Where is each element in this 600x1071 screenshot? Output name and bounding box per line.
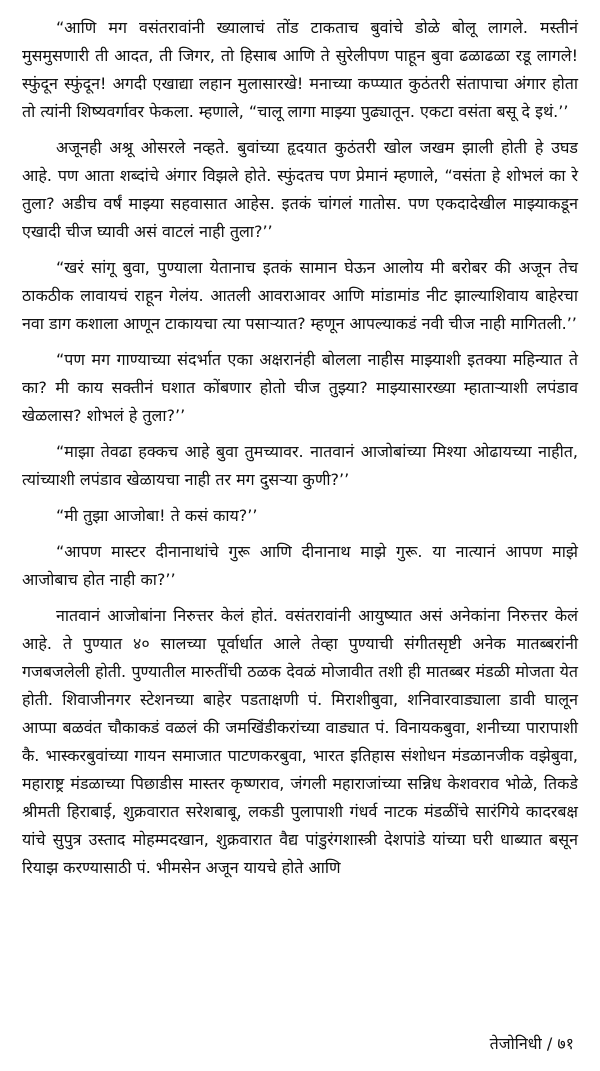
- paragraph-3: “खरं सांगू बुवा, पुण्याला येतानाच इतकं सामान घेऊन आलोय मी बरोबर की अजून तेच ठाकठीक लावायचं राहून गेलंय. आतली आवराआवर आणि मांडामांड नीट झाल्याशिवाय बाहेरचा नवा डाग कशाला आणून टाकायचा त्या पसाऱ्यात? म्हणून आपल्याकडं नवी चीज नाही मागितली.’’: [22, 258, 578, 333]
- paragraph-8: नातवानं आजोबांना निरुत्तर केलं होतं. वसंतरावांनी आयुष्यात असं अनेकांना निरुत्तर केलं आहे. ते पुण्यात ४० सालच्या पूर्वार्धात आले तेव्हा पुण्याची संगीतसृष्टी अनेक मातब्बरांनी गजबजलेली होती. पुण्यातील मारुतींची ठळक देवळं मोजावीत तशी ही मातब्बर मंडळी मोजता येत होती. शिवाजीनगर स्टेशनच्या बाहेर पडताक्षणी पं. मिराशीबुवा, शनिवारवाड्याला डावी घालून आप्पा बळवंत चौकाकडं वळलं की जमखिंडीकरांच्या वाड्यात पं. विनायकबुवा, शनीच्या पारापाशी कै. भास्करबुवांच्या गायन समाजात पाटणकरबुवा, भारत इतिहास संशोधन मंडळानजीक वझेबुवा, महाराष्ट्र मंडळाच्या पिछाडीस मास्तर कृष्णराव, जंगली महाराजांच्या सन्निध केशवराव भोळे, तिकडे श्रीमती हिराबाई, शुक्रवारात सरेशबाबू, लकडी पुलापाशी गंधर्व नाटक मंडळींचे सारंगिये कादरबक्ष यांचे सुपुत्र उस्ताद मोहम्मदखान, शुक्रवारात वैद्य पांडुरंगशास्त्री देशपांडे यांच्या घरी धाब्यात बसून रियाझ करण्यासाठी पं. भीमसेन अजून यायचे होते आणि: [22, 606, 578, 877]
- paragraph-1: “आणि मग वसंतरावांनी ख्यालाचं तोंड टाकताच बुवांचे डोळे बोलू लागले. मस्तीनं मुसमुसणारी ती आदत, ती जिगर, तो हिसाब आणि ते सुरेलीपण पाहून बुवा ढळाढळा रडू लागले! स्फुंदून स्फुंदून! अगदी एखाद्या लहान मुलासारखे! मनाच्या कप्प्यात कुठंतरी संतापाचा अंगार होता तो त्यांनी शिष्यवर्गावर फेकला. म्हणाले, “चालू लागा माझ्या पुढ्यातून. एकटा वसंता बसू दे इथं.’’: [22, 18, 578, 121]
- page-footer: तेजोनिधी / ७१: [489, 1034, 574, 1053]
- paragraph-4: “पण मग गाण्याच्या संदर्भात एका अक्षरानंही बोलला नाहीस माझ्याशी इतक्या महिन्यात ते का? मी काय सक्तीनं घशात कोंबणार होतो चीज तुझ्या? माझ्यासारख्या म्हाताऱ्याशी लपंडाव खेळलास? शोभलं हे तुला?’’: [22, 350, 578, 425]
- paragraph-2: अजूनही अश्रू ओसरले नव्हते. बुवांच्या हृदयात कुठंतरी खोल जखम झाली होती हे उघड आहे. पण आता शब्दांचे अंगार विझले होते. स्फुंदतच पण प्रेमानं म्हणाले, “वसंता हे शोभलं का रे तुला? अडीच वर्षं माझ्या सहवासात आहेस. इतकं चांगलं गातोस. पण एकदादेखील माझ्याकडून एखादी चीज घ्यावी असं वाटलं नाही तुला?’’: [22, 138, 578, 241]
- paragraph-5: “माझा तेवढा हक्कच आहे बुवा तुमच्यावर. नातवानं आजोबांच्या मिश्या ओढायच्या नाहीत, त्यांच्याशी लपंडाव खेळायचा नाही तर मग दुसऱ्या कुणी?’’: [22, 442, 578, 489]
- paragraph-7: “आपण मास्टर दीनानाथांचे गुरू आणि दीनानाथ माझे गुरू. या नात्यानं आपण माझे आजोबाच होत नाही का?’’: [22, 542, 578, 589]
- paragraph-6: “मी तुझा आजोबा! ते कसं काय?’’: [56, 506, 258, 525]
